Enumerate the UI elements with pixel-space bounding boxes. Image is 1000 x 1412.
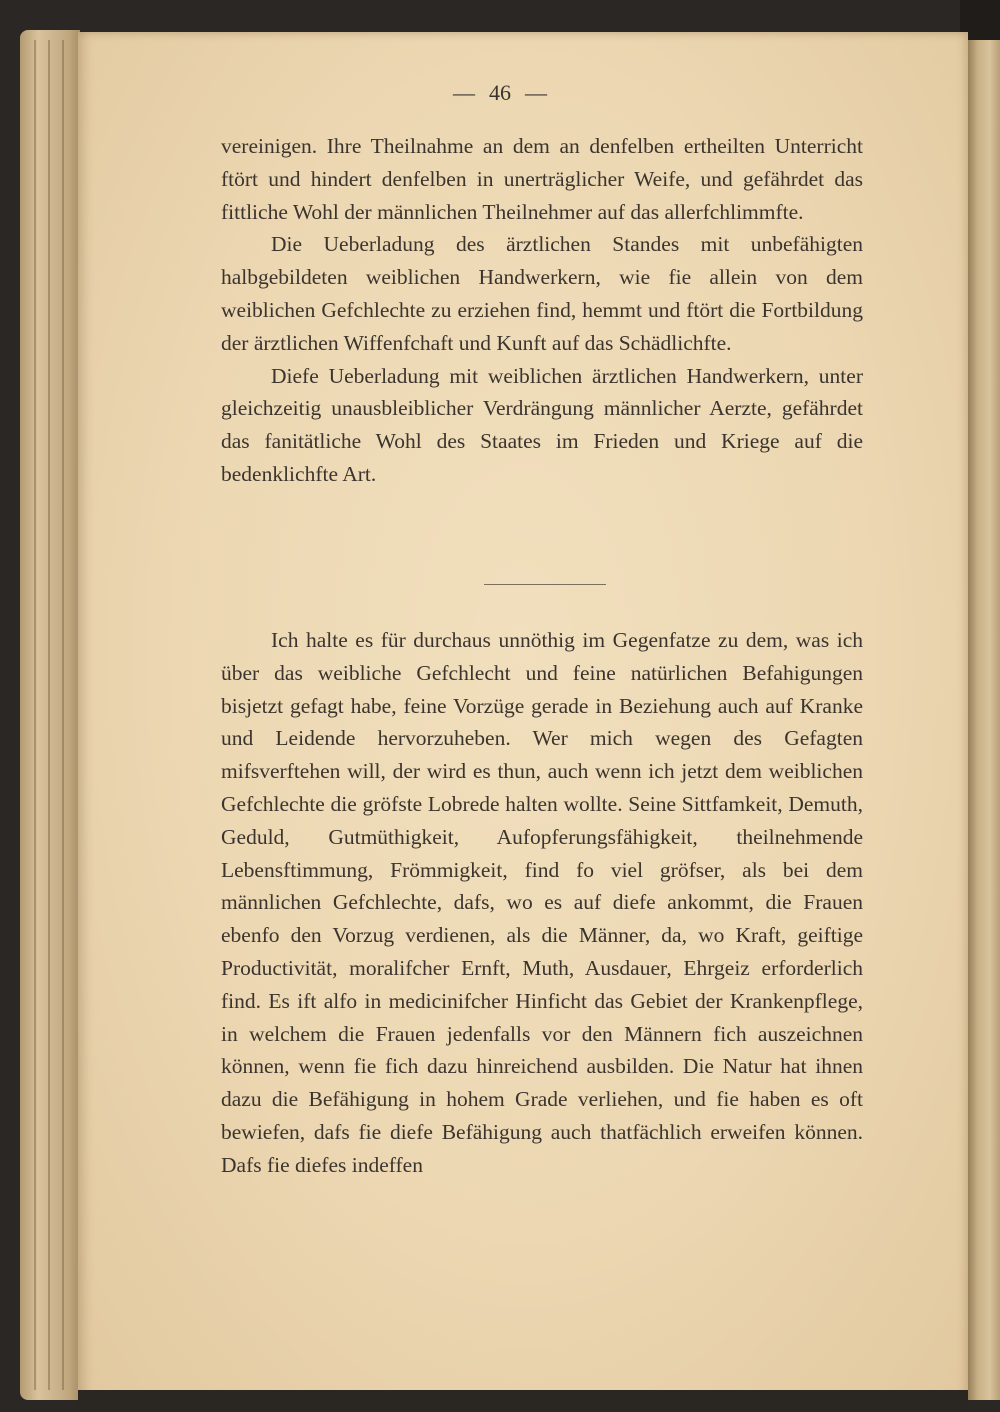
section-nursing	[221, 624, 863, 1182]
page-header	[0, 78, 1000, 108]
header-dash-right: —	[525, 80, 547, 105]
page-edge-line	[34, 40, 36, 1390]
page-edge-line	[48, 40, 50, 1390]
header-dash-left: —	[453, 80, 475, 105]
scan-bottom-edge	[78, 1390, 968, 1412]
section-conclusions	[221, 130, 863, 491]
page-edge-line	[62, 40, 64, 1390]
paragraph-1: vereinigen. Ihre Theilnahme an dem an denfelben ertheilten Unterricht ftört und hindert denfelben in unerträglicher Weife, und gefährdet das fittliche Wohl der männlichen Theilnehmer auf das allerfchlimmfte.	[221, 134, 863, 224]
paragraph-4: Ich halte es für durchaus unnöthig im Gegenfatze zu dem, was ich über das weibliche Gefchlecht und feine natürlichen Befahigungen bisjetzt gefagt habe, feine Vorzüge gerade in Beziehung auch auf Kranke und Leidende hervorzuheben. Wer mich wegen des Gefagten mifsverftehen will, der wird es thun, auch wenn ich jetzt dem weiblichen Gefchlechte die gröfste Lobrede halten wollte. Seine Sittfamkeit, Demuth, Geduld, Gutmüthigkeit, Aufopferungsfähigkeit, theilnehmende Lebensftimmung, Frömmigkeit, find fo viel gröfser, als bei dem männlichen Gefchlechte, dafs, wo es auf diefe ankommt, die Frauen ebenfo den Vorzug verdienen, als die Männer, da, wo Kraft, geiftige Productivität, moralifcher Ernft, Muth, Ausdauer, Ehrgeiz erforderlich find. Es ift alfo in medicinifcher Hinficht das Gebiet der Krankenpflege, in welchem die Frauen jedenfalls vor den Männern fich auszeichnen können, wenn fie fich dazu hinreichend ausbilden. Die Natur hat ihnen dazu die Befähigung in hohem Grade verliehen, und fie haben es oft bewiefen, dafs fie diefe Befähigung auch thatfächlich erweifen können. Dafs fie diefes indeffen	[221, 628, 863, 1177]
page-number: 46	[489, 80, 511, 105]
section-divider-rule	[484, 584, 606, 585]
paragraph-2: Die Ueberladung des ärztlichen Standes mit unbefähigten halbgebildeten weiblichen Handwerkern, wie fie allein von dem weiblichen Gefchlechte zu erziehen find, hemmt und ftört die Fortbildung der ärztlichen Wiffenfchaft und Kunft auf das Schädlichfte.	[221, 232, 863, 355]
paragraph-3: Diefe Ueberladung mit weiblichen ärztlichen Handwerkern, unter gleichzeitig unausbleiblicher Verdrängung männlicher Aerzte, gefährdet das fanitätliche Wohl des Staates im Frieden und Kriege auf die bedenklichfte Art.	[221, 363, 863, 486]
right-page-edge	[966, 40, 1000, 1400]
left-page-edges	[20, 30, 80, 1400]
